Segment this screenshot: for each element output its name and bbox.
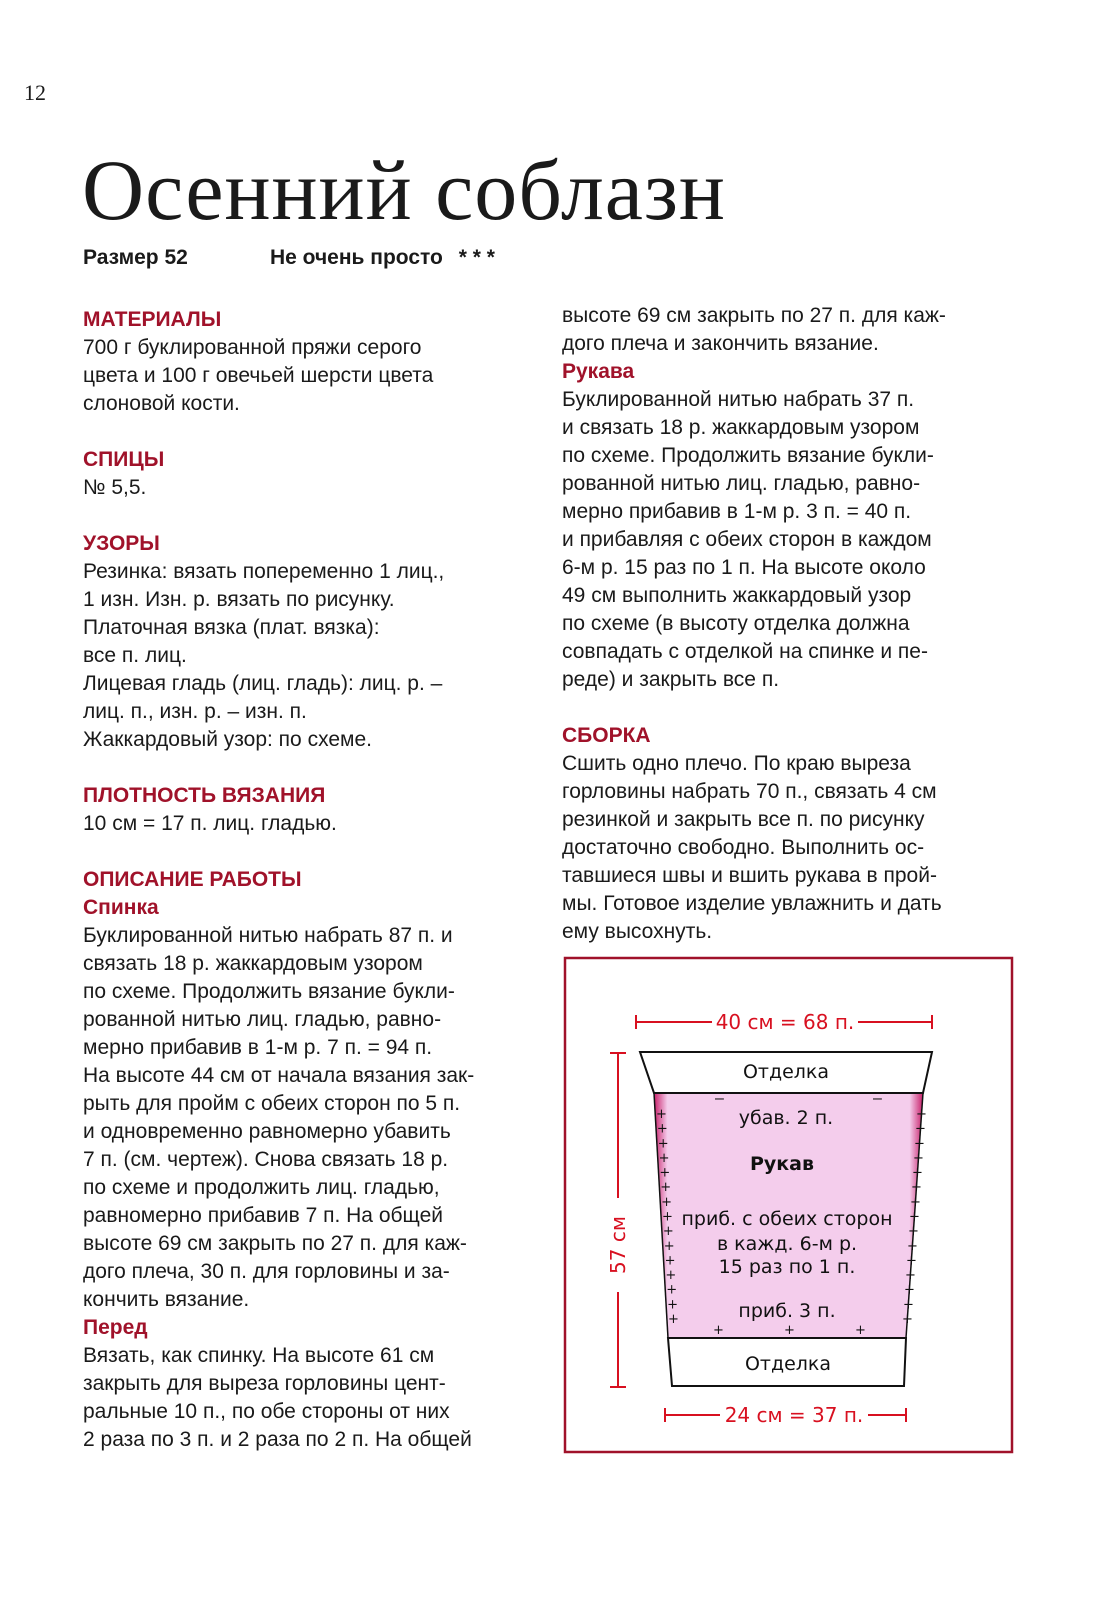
text-line: лиц. п., изн. р. – изн. п.	[83, 700, 307, 723]
text-line: № 5,5.	[83, 476, 147, 499]
plus-mark: +	[909, 1209, 920, 1225]
plus-mark: +	[657, 1136, 669, 1152]
text-line: достаточно свободно. Выполнить ос-	[562, 836, 925, 859]
plus-mark: +	[855, 1323, 866, 1338]
plus-mark: +	[665, 1268, 677, 1284]
text-line: цвета и 100 г овечьей шерсти цвета	[83, 364, 434, 387]
text-line: реде) и закрыть все п.	[562, 668, 780, 691]
text-line: Сшить одно плечо. По краю выреза	[562, 752, 911, 775]
plus-mark: +	[911, 1180, 922, 1196]
page-title: Осенний соблазн	[82, 142, 726, 238]
text-line: рыть для пройм с обеих сторон по 5 п.	[83, 1092, 461, 1115]
text-line: по схеме. Продолжить вязание букли-	[562, 444, 934, 467]
text-line: ральные 10 п., по обе стороны от них	[83, 1400, 450, 1423]
difficulty-text: Не очень просто	[270, 246, 443, 269]
plus-mark: +	[656, 1107, 667, 1122]
plus-mark: +	[666, 1282, 678, 1298]
text-line: и связать 18 р. жаккардовым узором	[562, 416, 920, 439]
section-heading: УЗОРЫ	[83, 532, 160, 555]
text-line: Буклированной нитью набрать 37 п.	[562, 388, 915, 411]
text-line: Жаккардовый узор: по схеме.	[83, 728, 372, 751]
text-line: тавшиеся швы и вшить рукава в прой-	[562, 864, 937, 887]
plus-mark: +	[656, 1121, 668, 1137]
plus-mark: +	[661, 1194, 673, 1210]
plus-mark: +	[905, 1268, 916, 1284]
text-line: мы. Готовое изделие увлажнить и дать	[562, 892, 942, 915]
piece-name: Рукав	[749, 1153, 815, 1175]
plus-mark: +	[662, 1224, 674, 1240]
subsection-heading: Перед	[83, 1316, 148, 1339]
plus-mark: +	[784, 1323, 795, 1338]
plus-mark: +	[664, 1253, 676, 1269]
subsection-heading: Спинка	[83, 896, 159, 919]
plus-mark: +	[660, 1180, 672, 1196]
text-line: Буклированной нитью набрать 87 п. и	[83, 924, 453, 947]
text-line: по схеме. Продолжить вязание букли-	[83, 980, 455, 1003]
text-line: высоте 69 см закрыть по 27 п. для каж-	[562, 304, 946, 327]
plus-mark: +	[914, 1136, 925, 1152]
text-line: кончить вязание.	[83, 1288, 250, 1311]
bottom-band-label: Отделка	[744, 1353, 832, 1375]
text-line: по схеме (в высоту отделка должна	[562, 612, 910, 635]
text-line: 10 см = 17 п. лиц. гладью.	[83, 812, 337, 835]
text-line: На высоте 44 см от начала вязания зак-	[83, 1064, 475, 1087]
plus-mark: +	[658, 1150, 670, 1166]
text-line: горловины набрать 70 п., связать 4 см	[562, 780, 937, 803]
plus-mark: +	[910, 1194, 921, 1210]
difficulty-stars: * * *	[458, 246, 495, 269]
plus-mark: +	[915, 1121, 926, 1137]
text-line: резинкой и закрыть все п. по рисунку	[562, 808, 925, 831]
text-line: Резинка: вязать попеременно 1 лиц.,	[83, 560, 445, 583]
text-line: слоновой кости.	[83, 392, 240, 415]
text-line: мерно прибавив в 1-м р. 3 п. = 40 п.	[562, 500, 912, 523]
text-line: мерно прибавив в 1-м р. 7 п. = 94 п.	[83, 1036, 433, 1059]
decrease-mark: –	[715, 1090, 724, 1107]
text-line: 6-м р. 15 раз по 1 п. На высоте около	[562, 556, 926, 579]
plus-mark: +	[912, 1165, 923, 1181]
size-label: Размер 52	[83, 246, 188, 269]
text-line: ему высохнуть.	[562, 920, 713, 943]
text-line: все п. лиц.	[83, 644, 187, 667]
text-line: дого плеча и закончить вязание.	[562, 332, 879, 355]
plus-mark: +	[916, 1107, 927, 1122]
plus-mark: +	[662, 1209, 673, 1225]
decrease-label: убав. 2 п.	[738, 1107, 834, 1129]
page-number: 12	[24, 80, 46, 105]
text-line: рованной нитью лиц. гладью, равно-	[562, 472, 921, 495]
section-heading: ПЛОТНОСТЬ ВЯЗАНИЯ	[83, 784, 326, 807]
plus-mark: +	[663, 1238, 675, 1254]
decrease-mark: –	[873, 1090, 882, 1107]
text-line: равномерно прибавив 7 п. На общей	[83, 1204, 443, 1227]
text-line: Лицевая гладь (лиц. гладь): лиц. р. –	[83, 672, 443, 695]
text-line: совпадать с отделкой на спинке и пе-	[562, 640, 928, 663]
subsection-heading: Рукава	[562, 360, 635, 383]
text-line: 49 см выполнить жаккардовый узор	[562, 584, 912, 607]
text-line: Вязать, как спинку. На высоте 61 см	[83, 1344, 435, 1367]
text-line: 700 г буклированной пряжи серого	[83, 336, 422, 359]
text-line: по схеме и продолжить лиц. гладью,	[83, 1176, 440, 1199]
top-width-label: 40 см = 68 п.	[715, 1010, 855, 1034]
text-line: высоте 69 см закрыть по 27 п. для каж-	[83, 1232, 467, 1255]
text-line: дого плеча, 30 п. для горловины и за-	[83, 1260, 450, 1283]
increase-line-3: 15 раз по 1 п.	[718, 1256, 856, 1278]
text-line: 7 п. (см. чертеж). Снова связать 18 р.	[83, 1148, 449, 1171]
plus-mark: +	[907, 1238, 918, 1254]
plus-mark: +	[913, 1150, 924, 1166]
height-label: 57 см	[606, 1216, 630, 1274]
plus-mark: +	[667, 1297, 679, 1313]
text-line: 1 изн. Изн. р. вязать по рисунку.	[83, 588, 395, 611]
plus-mark: +	[904, 1282, 915, 1298]
section-heading: МАТЕРИАЛЫ	[83, 308, 222, 331]
text-line: закрыть для выреза горловины цент-	[83, 1372, 446, 1395]
plus-mark: +	[668, 1312, 679, 1327]
plus-mark: +	[908, 1224, 919, 1240]
section-heading: СБОРКА	[562, 724, 651, 747]
plus-mark: +	[713, 1323, 724, 1338]
top-band-label: Отделка	[742, 1061, 830, 1083]
section-heading: ОПИСАНИЕ РАБОТЫ	[83, 868, 302, 891]
text-line: Платочная вязка (плат. вязка):	[83, 616, 380, 639]
plus-mark: +	[902, 1312, 913, 1327]
plus-mark: +	[903, 1297, 914, 1313]
text-line: рованной нитью лиц. гладью, равно-	[83, 1008, 442, 1031]
increase-line-1: приб. с обеих сторон	[681, 1208, 893, 1230]
first-row-increase-label: приб. 3 п.	[738, 1300, 836, 1322]
increase-line-2: в кажд. 6-м р.	[716, 1233, 858, 1255]
plus-mark: +	[906, 1253, 917, 1269]
section-heading: СПИЦЫ	[83, 448, 165, 471]
text-line: и прибавляя с обеих сторон в каждом	[562, 528, 932, 551]
text-line: связать 18 р. жаккардовым узором	[83, 952, 423, 975]
plus-mark: +	[659, 1165, 671, 1181]
text-line: 2 раза по 3 п. и 2 раза по 2 п. На общей	[83, 1428, 472, 1451]
text-line: и одновременно равномерно убавить	[83, 1120, 451, 1143]
bottom-width-label: 24 см = 37 п.	[724, 1403, 864, 1427]
